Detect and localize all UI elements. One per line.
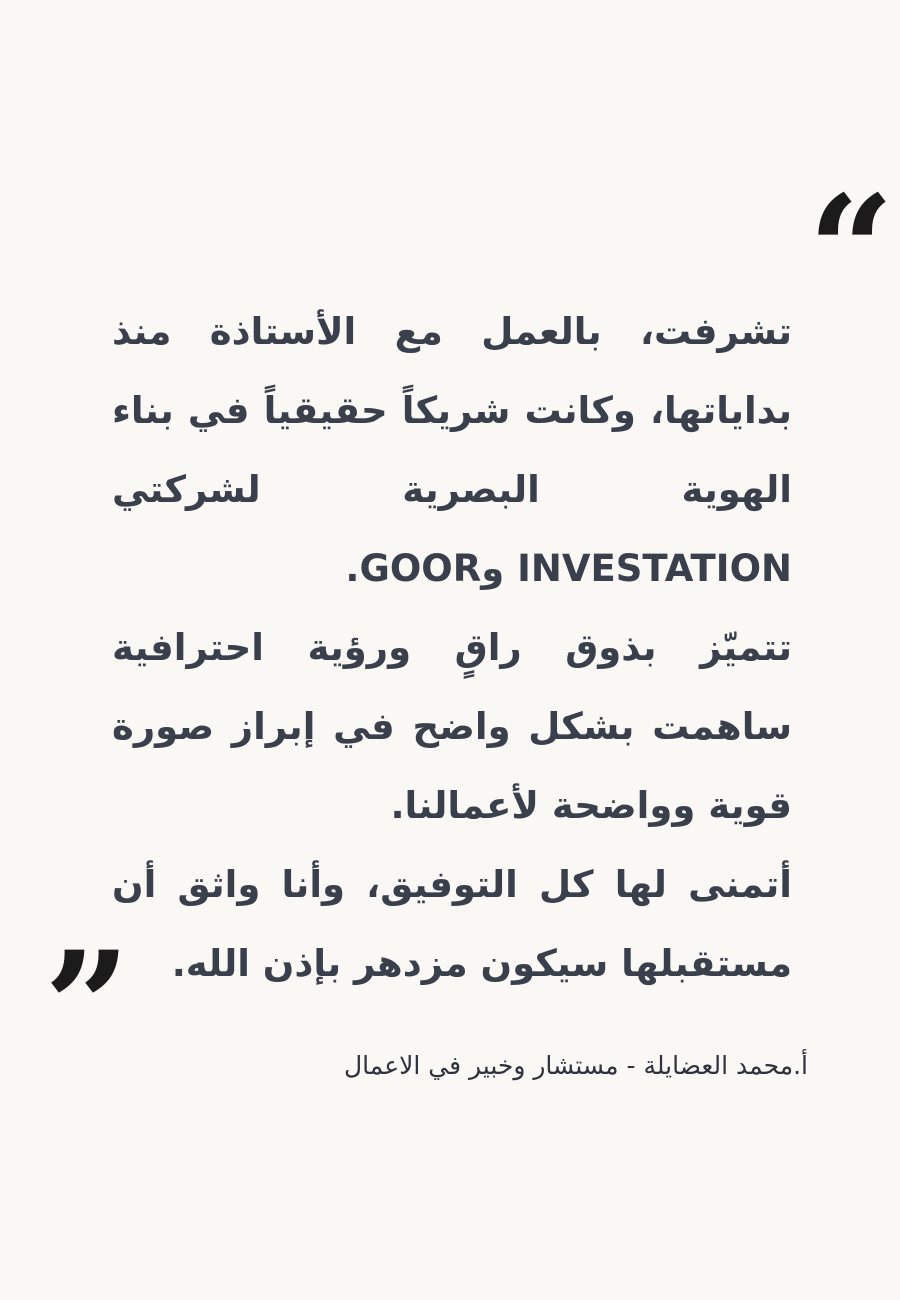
testimonial-paragraph-1: تشرفت، بالعمل مع الأستاذة منذ بداياتها، وكانت شريكاً حقيقياً في بناء الهوية البصرية لشركتي INVESTATION وGOOR. (112, 310, 792, 590)
testimonial-paragraph-3: أتمنى لها كل التوفيق، وأنا واثق أن مستقبلها سيكون مزدهر بإذن الله. (112, 863, 792, 985)
closing-quote-mark: ” (44, 919, 131, 1095)
opening-quote-mark: “ (808, 163, 895, 339)
author-attribution: أ.محمد العضايلة - مستشار وخبير في الاعمال (343, 1051, 808, 1080)
testimonial-paragraph-2: تتميّز بذوق راقٍ ورؤية احترافية ساهمت بشكل واضح في إبراز صورة قوية وواضحة لأعمالنا. (112, 626, 792, 827)
testimonial-body (112, 292, 792, 1003)
